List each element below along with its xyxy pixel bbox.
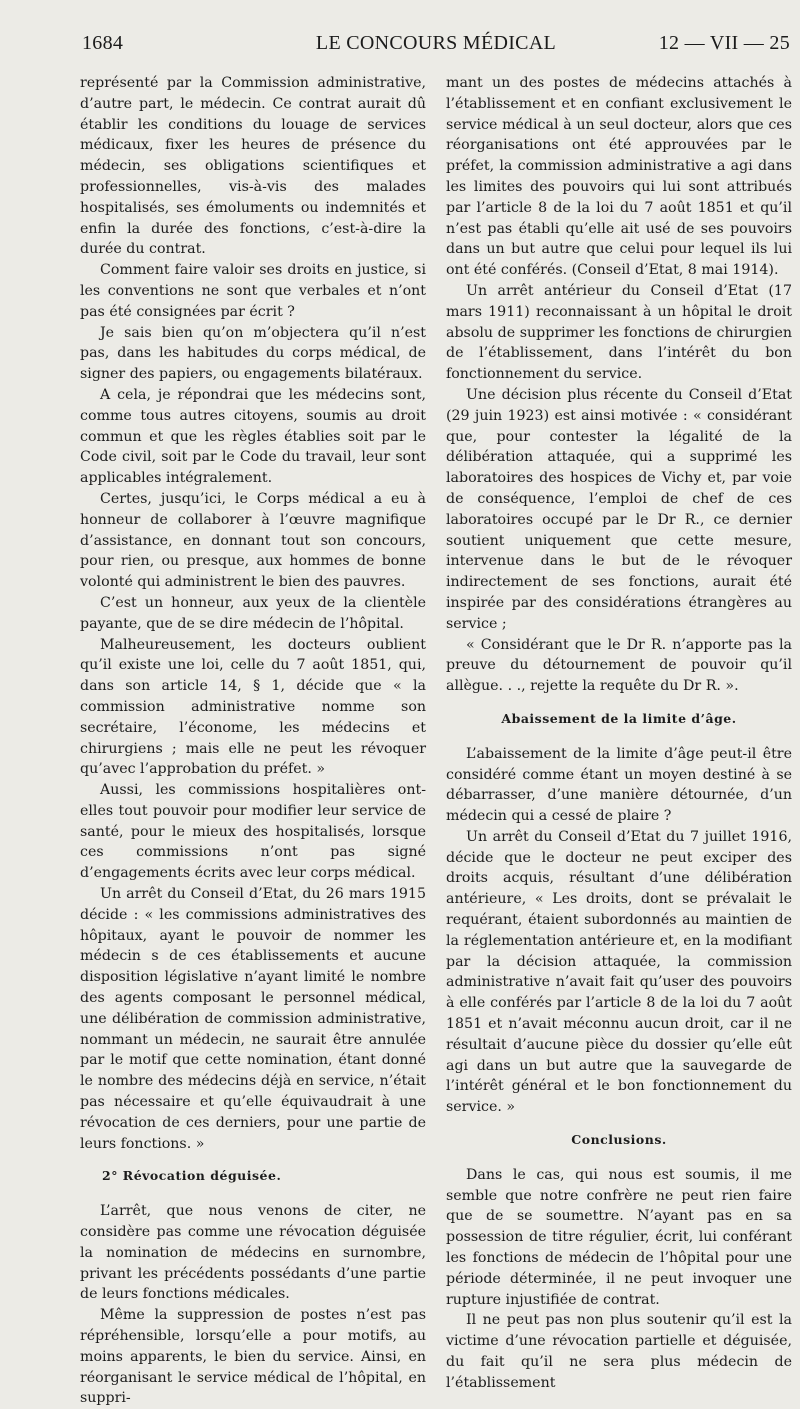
paragraph: Certes, jusqu’ici, le Corps médical a eu à honneur de collaborer à l’œuvre magnifique d’assistance, en donnant tout son concours, pour rien, ou presque, aux hommes de bonne volonté qui administrent le bien des pauvres. xyxy=(80,490,426,591)
paragraph: Un arrêt antérieur du Conseil d’Etat (17 mars 1911) reconnaissant à un hôpital le droit absolu de supprimer les fonctions de chirurgien de l’établissement, dans l’intérêt du bon fonctionnement du service. xyxy=(446,282,792,383)
page-header xyxy=(82,32,790,58)
paragraph: Un arrêt du Conseil d’Etat, du 26 mars 1915 décide : « les commissions administratives des hôpitaux, ayant le pouvoir de nommer les médecin s de ces établissements et aucune disposition législative n’ayant limité le nombre des agents composant le personnel médical, une délibération de commission administrative, nommant un médecin, ne saurait être annulée par le motif que cette nomination, étant donné le nombre des médecins déjà en service, n’était pas nécessaire et qu’elle équivaudrait à une révocation de ces derniers, pour une partie de leurs fonctions. » xyxy=(80,886,426,1152)
section-heading: Conclusions. xyxy=(571,1132,667,1148)
paragraph: Malheureusement, les docteurs oublient qu’il existe une loi, celle du 7 août 1851, qui, dans son article 14, § 1, décide que « la commission administrative nomme son secrétaire, l’économe, les médecins et chirurgiens ; mais elle ne peut les révoquer qu’avec l’approbation du préfet. » xyxy=(80,636,426,778)
paragraph: C’est un honneur, aux yeux de la clientèle payante, que de se dire médecin de l’hôpital. xyxy=(80,594,426,632)
paragraph: mant un des postes de médecins attachés à l’établissement et en confiant exclusivement le service médical à un seul docteur, alors que ces réorganisations ont été approuvées par le préfet, la commission administrative a agi dans les limites des pouvoirs qui lui sont attribués par l’article 8 de la loi du 7 août 1851 et qu’il n’est pas établi qu’elle ait usé de ses pouvoirs dans un but autre que celui pour lequel ils lui ont été conférés. (Conseil d’Etat, 8 mai 1914). xyxy=(446,75,792,279)
section-heading: 2° Révocation déguisée. xyxy=(102,1168,282,1184)
right-column xyxy=(446,73,792,1394)
paragraph: Un arrêt du Conseil d’Etat du 7 juillet 1916, décide que le docteur ne peut exciper des droits acquis, résultant d’une délibération antérieure, « Les droits, dont se prévalait le requérant, étaient subordonnés au maintien de la réglementation antérieure et, en la modifiant par la décision attaquée, la commission administrative n’avait fait qu’user des pouvoirs à elle conférés par l’article 8 de la loi du 7 août 1851 et n’avait méconnu aucun droit, car il ne résultait d’aucune pièce du dossier qu’elle eût agi dans un but autre que la sauvegarde de l’intérêt général et le bon fonctionnement du service. » xyxy=(446,828,792,1116)
paragraph: L’arrêt, que nous venons de citer, ne considère pas comme une révocation déguisée la nomination de médecins en surnombre, privant les précédents possédants d’une partie de leurs fonctions médicales. xyxy=(80,1203,426,1303)
paragraph: A cela, je répondrai que les médecins sont, comme tous autres citoyens, soumis au droit commun et que les règles établies soit par le Code civil, soit par le Code du travail, leur sont applicables intégralement. xyxy=(80,386,426,487)
paragraph: Dans le cas, qui nous est soumis, il me semble que notre confrère ne peut rien faire que de se soumettre. N’ayant pas en sa possession de titre régulier, écrit, lui conférant les fonctions de médecin de l’hôpital pour une période déterminée, il ne peut invoquer une rupture injustifiée de contrat. xyxy=(446,1166,792,1308)
paragraph: « Considérant que le Dr R. n’apporte pas la preuve du détournement de pouvoir qu’il allègue. . ., rejette la requête du Dr R. ». xyxy=(446,636,792,695)
journal-title: LE CONCOURS MÉDICAL xyxy=(315,32,557,54)
paragraph: Il ne peut pas non plus soutenir qu’il est la victime d’une révocation partielle et déguisée, du fait qu’il ne sera plus médecin de l’établissement xyxy=(446,1312,792,1391)
issue-date: 12 — VII — 25 xyxy=(658,32,790,54)
paragraph: Je sais bien qu’on m’objectera qu’il n’est pas, dans les habitudes du corps médical, de signer des papiers, ou engagements bilatéraux. xyxy=(80,324,426,383)
section-heading: Abaissement de la limite d’âge. xyxy=(501,710,737,726)
paragraph: L’abaissement de la limite d’âge peut-il être considéré comme étant un moyen destiné à se débarrasser, d’une manière détournée, d’un médecin qui a cessé de plaire ? xyxy=(446,745,792,825)
page-number: 1684 xyxy=(82,32,124,54)
paragraph: Comment faire valoir ses droits en justice, si les conventions ne sont que verbales et n’ont pas été consignées par écrit ? xyxy=(80,262,426,320)
paragraph: représenté par la Commission administrative, d’autre part, le médecin. Ce contrat aurait dû établir les conditions du louage de services médicaux, fixer les heures de présence du médecin, ses obligations scientifiques et professionnelles, vis-à-vis des malades hospitalisés, ses émoluments ou indemnités et enfin la durée des fonctions, c’est-à-dire la durée du contrat. xyxy=(80,75,426,258)
paragraph: Même la suppression de postes n’est pas répréhensible, lorsqu’elle a pour motifs, au moins apparents, le bien du service. Ainsi, en réorganisant le service médical de l’hôpital, en suppri- xyxy=(80,1307,426,1407)
left-column xyxy=(80,73,426,1409)
paragraph: Aussi, les commissions hospitalières ont-elles tout pouvoir pour modifier leur service de santé, pour le mieux des hospitalisés, lorsque ces commissions n’ont pas signé d’engagements écrits avec leur corps médical. xyxy=(80,782,426,882)
paragraph: Une décision plus récente du Conseil d’Etat (29 juin 1923) est ainsi motivée : « considérant que, pour contester la légalité de la délibération attaquée, qui a supprimé les laboratoires des hospices de Vichy et, par voie de conséquence, l’emploi de chef de ces laboratoires occupé par le Dr R., ce dernier soutient uniquement que cette mesure, intervenue dans le but de le révoquer indirectement de ses fonctions, aurait été inspirée par des considérations étrangères au service ; xyxy=(446,386,792,632)
